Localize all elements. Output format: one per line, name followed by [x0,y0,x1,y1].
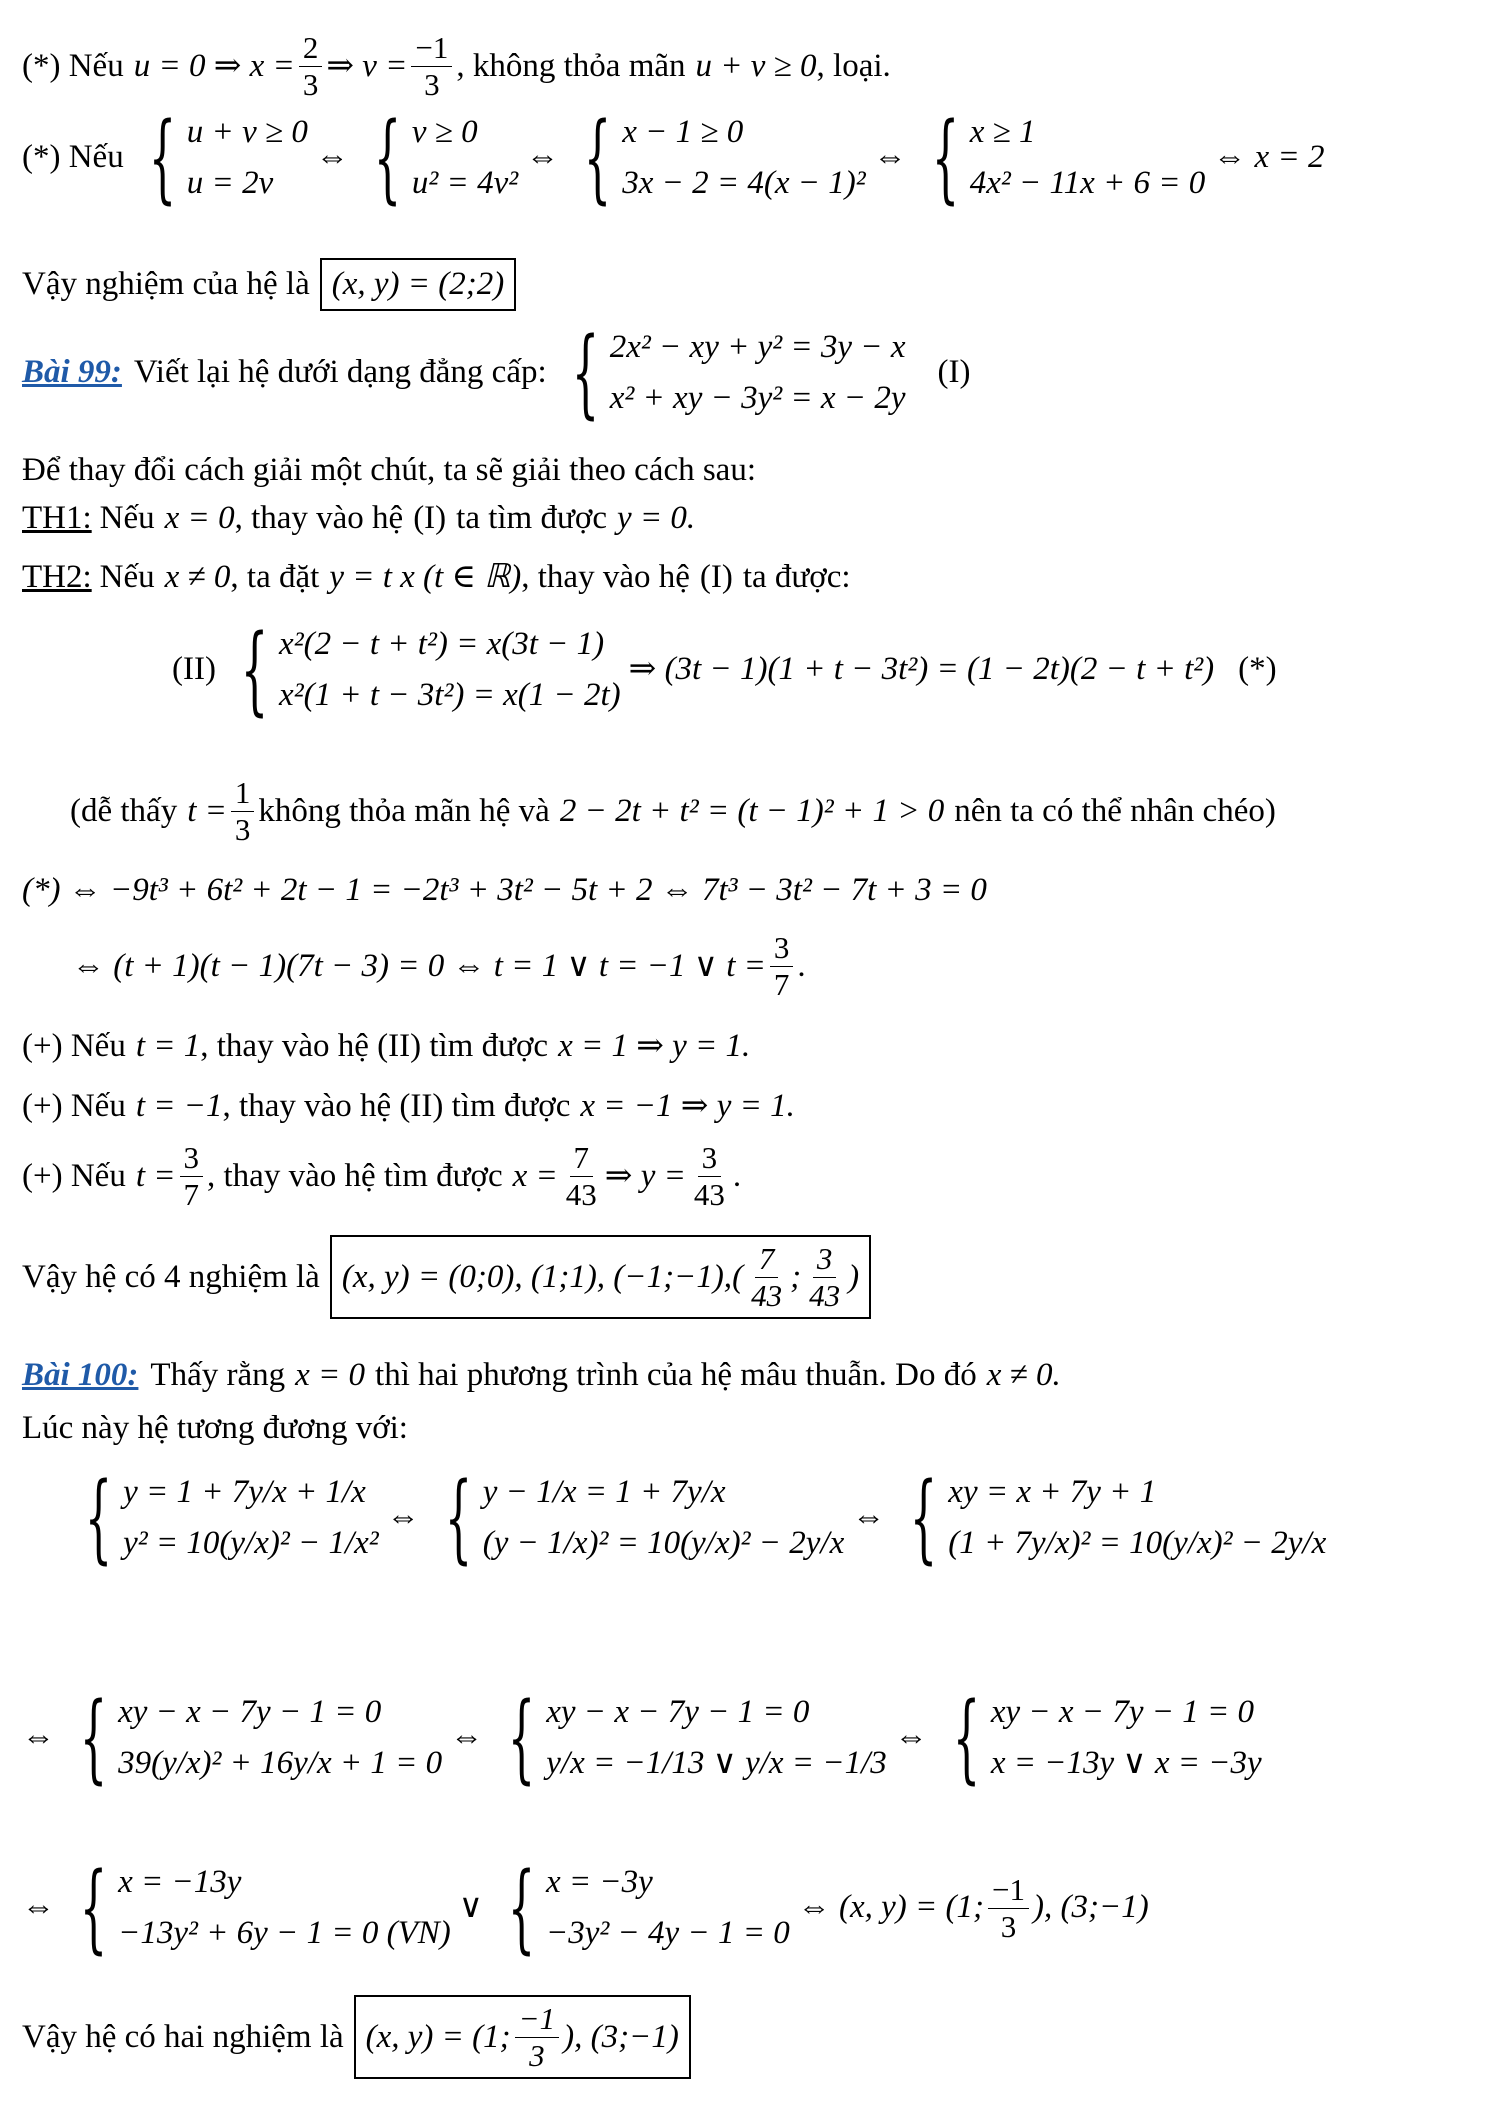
case-label: TH1: [22,500,92,536]
equation-system: { xy − x − 7y − 1 = 0 39(y/x)² + 16y/x + 1 = 0 [79,1682,443,1794]
line-system-II [22,614,1469,726]
equivalence-symbol: ⇔ [22,1719,55,1756]
line-th2: TH2: Nếu x ≠ 0 , ta đặt y = t x (t ∈ ℝ) , thay vào hệ (I) ta được: [22,557,1469,598]
equation-system: { xy − x − 7y − 1 = 0 y/x = −1/13 ∨ y/x = −1/3 [507,1682,887,1794]
boxed-answer: (x, y) = (2;2) [320,258,517,311]
math-expr: x ≠ 0. [986,1357,1061,1393]
math-expr: t = [187,792,227,829]
math-expr: t = −1 [135,1088,223,1124]
text: Lúc này hệ tương đương với: [22,1410,408,1446]
equivalence-symbol: ⇔ [450,1719,484,1756]
case-prefix: (*) Nếu [22,47,124,84]
math-expr: x = 0 [295,1357,366,1393]
line-bai-100: Bài 100: Thấy rằng x = 0 thì hai phương trình của hệ mâu thuẫn. Do đó x ≠ 0. [22,1355,1469,1396]
math-expr: (I) [699,559,733,595]
math-expr: t = [135,1157,176,1194]
equivalence-symbol: ⇔ [315,139,349,176]
line-conclusion-100 [22,1995,1469,2079]
equation-system: { y − 1/x = 1 + 7y/x (y − 1/x)² = 10(y/x)² − 2y/x [444,1462,845,1574]
line-system-rewrite [60,1462,1469,1574]
fraction: $\frac{7}{43}$ [565,1140,597,1212]
line-conclusion-1 [22,258,1469,311]
system-tag: (I) [937,354,971,391]
text: Vậy hệ có hai nghiệm là [22,2018,344,2055]
line-conclusion-99 [22,1235,1469,1319]
math-expr: y = 0. [616,500,696,536]
text: Vậy nghiệm của hệ là [22,266,310,302]
text: Viết lại hệ dưới dạng đẳng cấp: [133,354,547,391]
fraction: $\frac{3}{43}$ [809,1241,841,1313]
fraction: $\frac{3}{43}$ [693,1140,725,1212]
line-split-cases [22,1852,1469,1964]
line-expand [22,870,1469,911]
math-expr: 2 − 2t + t² = (t − 1)² + 1 > 0 [559,792,945,829]
equivalence-symbol: ⇔ [386,1499,420,1536]
line-note: (dễ thấy t = $\frac{1}{3}$ không thỏa mãn hệ và 2 − 2t + t² = (t − 1)² + 1 > 0 nên ta có thể nhân chéo) [70,775,1276,847]
math-expr: u + v ≥ 0 [695,47,817,84]
math-expr: x = 1 ⇒ y = 1. [558,1028,751,1064]
system-tag: (II) [172,651,216,688]
text: Vậy hệ có 4 nghiệm là [22,1258,320,1295]
fraction: $\frac{3}{7}$ [770,930,794,1002]
line-case-system [22,102,1469,214]
math-expr: ⇒ y = [604,1157,686,1194]
fraction: $\frac{-1}{3}$ [988,1872,1029,1944]
math-expr: x ≠ 0 [164,559,231,595]
line-case-u-zero [22,30,1469,102]
math-expr: u = 0 ⇒ x = [133,47,295,84]
line-bai-99 [22,317,1469,429]
equation-system: { y = 1 + 7y/x + 1/x y² = 10(y/x)² − 1/x² [84,1462,379,1574]
line-case-t-neg1: (+) Nếu t = −1 , thay vào hệ (II) tìm được x = −1 ⇒ y = 1. [22,1086,1469,1127]
text: , không thỏa mãn [456,47,686,84]
math-expr: ⇒ v = [326,47,408,84]
boxed-answer: (x, y) = (1; $\frac{-1}{3}$ ), (3;−1) [354,1995,691,2079]
equation-tag: (*) [1238,651,1277,688]
math-expr: y = t x (t ∈ ℝ) [329,559,522,595]
or-symbol: ∨ [458,1889,483,1926]
fraction: $\frac{1}{3}$ [231,775,255,847]
fraction: $\frac{7}{43}$ [751,1241,783,1313]
math-expr: x = [512,1157,558,1194]
equation-system: { 2x² − xy + y² = 3y − x x² + xy − 3y² = x − 2y [571,317,906,429]
fraction: $\frac{2}{3}$ [299,30,323,102]
math-expr: ⇔ (t + 1)(t − 1)(7t − 3) = 0 ⇔ t = 1 ∨ t = −1 ∨ t = [72,947,766,984]
line-case-t-3-7: (+) Nếu t = $\frac{3}{7}$ , thay vào hệ tìm được x = $\frac{7}{43}$ ⇒ y = $\frac{3}{43}$ . [22,1140,742,1212]
equivalence-symbol: ⇔ [894,1719,928,1756]
equation-system: { x ≥ 1 4x² − 11x + 6 = 0 [931,102,1206,214]
equation-system: { x²(2 − t + t²) = x(3t − 1) x²(1 + t − 3t²) = x(1 − 2t) [240,614,621,726]
math-expr: ⇔ (x, y) = (1; [797,1889,985,1926]
math-expr: ⇒ (3t − 1)(1 + t − 3t²) = (1 − 2t)(2 − t + t²) [628,651,1215,688]
math-expr: x = −1 ⇒ y = 1. [580,1088,795,1124]
equivalence-symbol: ⇔ [873,139,907,176]
equation-system: { xy − x − 7y − 1 = 0 x = −13y ∨ x = −3y [952,1682,1262,1794]
case-label: TH2: [22,559,92,595]
equation-system: { v ≥ 0 u² = 4v² [373,102,519,214]
math-expr: t = 1 [135,1028,201,1064]
equation-system: { u + v ≥ 0 u = 2v [148,102,308,214]
equation-system: { x − 1 ≥ 0 3x − 2 = 4(x − 1)² [583,102,866,214]
equation-system: { xy = x + 7y + 1 (1 + 7y/x)² = 10(y/x)² − 2y/x [910,1462,1327,1574]
equivalence-symbol: ⇔ [852,1499,886,1536]
line-factor: ⇔ (t + 1)(t − 1)(7t − 3) = 0 ⇔ t = 1 ∨ t = −1 ∨ t = $\frac{3}{7}$ . [72,930,806,1002]
math-expr: ), (3;−1) [1033,1889,1149,1926]
equivalence-symbol: ⇔ [22,1889,55,1926]
text: , loại. [816,47,891,84]
math-expr: (*) ⇔ −9t³ + 6t² + 2t − 1 = −2t³ + 3t² − 5t + 2 ⇔ 7t³ − 3t² − 7t + 3 = 0 [22,872,987,908]
problem-heading: Bài 100: [22,1357,139,1393]
equation-system: { x = −13y −13y² + 6y − 1 = 0 (VN) [79,1852,451,1964]
line-case-t1: (+) Nếu t = 1 , thay vào hệ (II) tìm được x = 1 ⇒ y = 1. [22,1026,1469,1067]
math-expr: ⇔ x = 2 [1213,139,1325,176]
equation-system: { x = −3y −3y² − 4y − 1 = 0 [507,1852,790,1964]
problem-heading: Bài 99: [22,354,122,391]
line-system-reduce [22,1682,1469,1794]
fraction: $\frac{-1}{3}$ [411,30,452,102]
line-th1: TH1: Nếu x = 0 , thay vào hệ (I) ta tìm được y = 0. [22,498,1469,539]
boxed-answer: (x, y) = (0;0), (1;1), (−1;−1), ( $\frac{7}{43}$ ; $\frac{3}{43}$ ) [330,1235,871,1319]
text: Để thay đổi cách giải một chút, ta sẽ giải theo cách sau: [22,452,756,488]
math-expr: x = 0 [164,500,235,536]
math-expr: (I) [413,500,447,536]
equivalence-symbol: ⇔ [526,139,560,176]
case-prefix: (*) Nếu [22,139,124,176]
fraction: $\frac{3}{7}$ [180,1140,204,1212]
line-method [22,450,1469,491]
fraction: $\frac{-1}{3}$ [515,2001,559,2073]
line-equivalent [22,1408,1469,1449]
